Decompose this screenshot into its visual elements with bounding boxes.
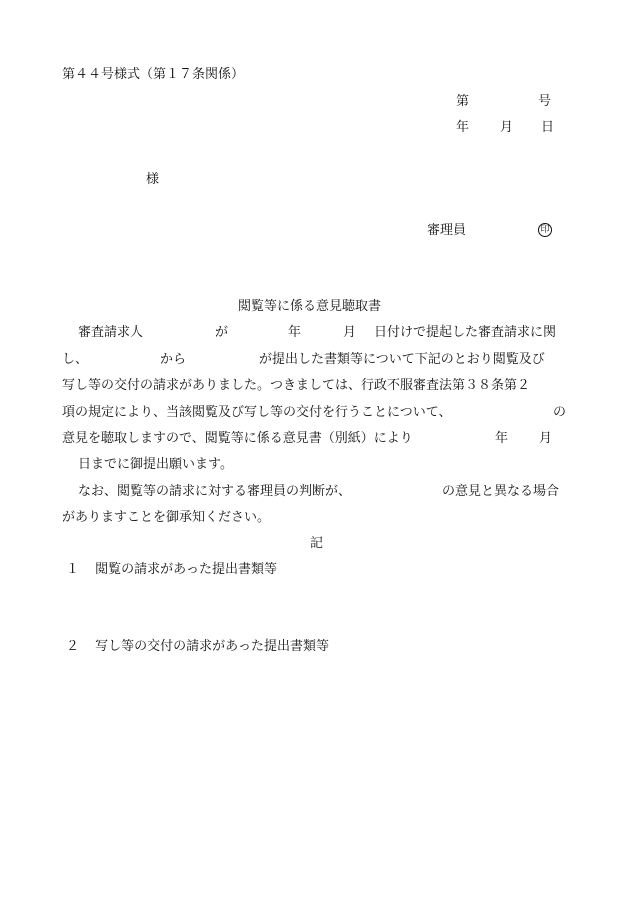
date-day: 日 <box>541 120 555 135</box>
number-prefix: 第 <box>456 94 470 109</box>
date-month: 月 <box>500 120 514 135</box>
sender-title: 審理員 <box>427 223 467 238</box>
item-text: 閲覧の請求があった提出書類等 <box>95 562 278 577</box>
document-page: 第４４号様式（第１７条関係） 第 号 年 月 日 様 審理員 印 閲覧等に係る意見聴取書 審査請求人 が 年 月 日付けで提起した審査請求に関 し、 から が提出した書類等について下記のとおり閲覧及び 写し等の交付の請求がありました。つきましては、行政不服審査法第３８条第２ 項の規定により、当該閲覧及び写し等の交付を行うことについて、 の 意見を聴取しますので、閲覧等に係る意見書（別紙）により 年 月 日までに御提出願います。 なお、閲覧等の請求に対する審理員の判断が、 の意見と異なる場合 がありますことを御承知ください。 記 １ 閲覧の請求があった提出書類等 ２ 写し等の交付の請求があった提出書類等 <box>62 67 567 654</box>
item-text: 写し等の交付の請求があった提出書類等 <box>95 639 330 654</box>
list-item <box>66 563 277 576</box>
date-year: 年 <box>456 120 470 135</box>
item-number: １ <box>66 562 80 577</box>
seal-icon: 印 <box>538 223 552 237</box>
item-number: ２ <box>66 639 80 654</box>
addressee-honorific: 様 <box>146 172 160 187</box>
list-item <box>66 640 329 653</box>
form-number: 第４４号様式（第１７条関係） <box>62 67 245 82</box>
ki-heading: 記 <box>310 536 324 551</box>
body-line-6: 日までに御提出願います。 <box>78 457 233 472</box>
seal-mark <box>538 222 552 237</box>
number-suffix: 号 <box>538 94 552 109</box>
body-line-3: 写し等の交付の請求がありました。つきましては、行政不服審査法第３８条第２ <box>62 378 531 393</box>
document-title: 閲覧等に係る意見聴取書 <box>238 299 382 314</box>
body-line-8: がありますことを御承知ください。 <box>62 510 271 525</box>
